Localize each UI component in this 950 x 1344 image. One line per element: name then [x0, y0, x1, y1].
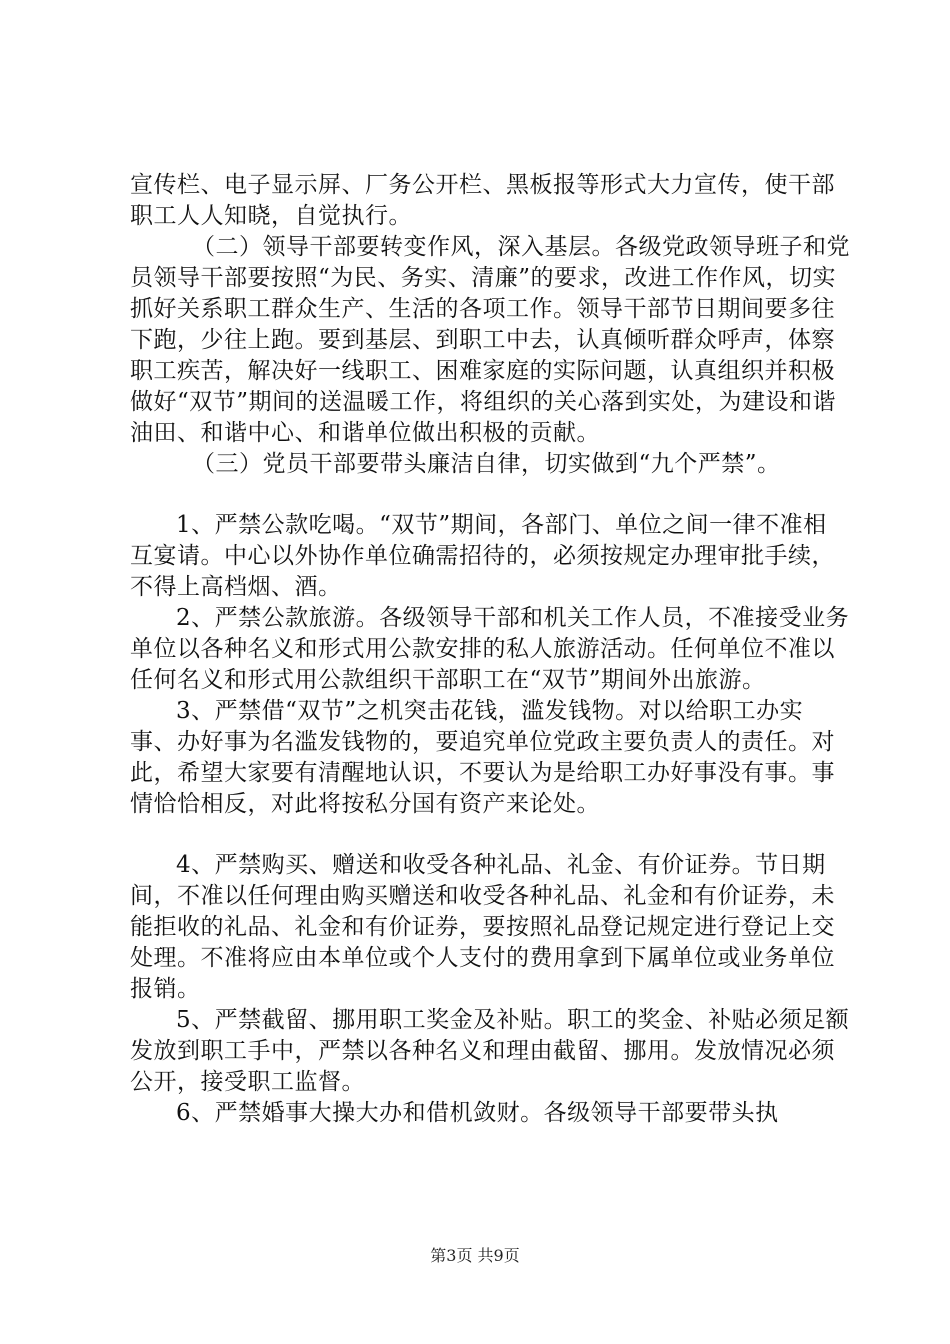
document-body	[130, 170, 850, 1129]
paragraph-rule-5: 5、严禁截留、挪用职工奖金及补贴。职工的奖金、补贴必须足额发放到职工手中，严禁以各种名义和理由截留、挪用。发放情况必须公开，接受职工监督。	[130, 1007, 850, 1095]
paragraph-rule-3: 3、严禁借“双节”之机突击花钱，滥发钱物。对以给职工办实事、办好事为名滥发钱物的，要追究单位党政主要负责人的责任。对此，希望大家要有清醒地认识，不要认为是给职工办好事没有事。事情恰恰相反，对此将按私分国有资产来论处。	[130, 698, 835, 817]
paragraph-section-3: （三）党员干部要带头廉洁自律，切实做到“九个严禁”。	[192, 451, 781, 477]
paragraph-rule-1: 1、严禁公款吃喝。“双节”期间，各部门、单位之间一律不准相互宴请。中心以外协作单位确需招待的，必须按规定办理审批手续，不得上高档烟、酒。	[130, 512, 835, 600]
paragraph-rule-4: 4、严禁购买、赠送和收受各种礼品、礼金、有价证券。节日期间，不准以任何理由购买赠送和收受各种礼品、礼金和有价证券，未能拒收的礼品、礼金和有价证券，要按照礼品登记规定进行登记上交处理。不准将应由本单位或个人支付的费用拿到下属单位或业务单位报销。	[130, 852, 835, 1002]
paragraph-section-2: （二）领导干部要转变作风，深入基层。各级党政领导班子和党员领导干部要按照“为民、务实、清廉”的要求，改进工作作风，切实抓好关系职工群众生产、生活的各项工作。领导干部节日期间要多往下跑，少往上跑。要到基层、到职工中去，认真倾听群众呼声，体察职工疾苦，解决好一线职工、困难家庭的实际问题，认真组织并积极做好“双节”期间的送温暖工作，将组织的关心落到实处，为建设和谐油田、和谐中心、和谐单位做出积极的贡献。	[130, 234, 850, 446]
page-number-footer: 第3页 共9页	[430, 1246, 520, 1265]
paragraph-publicity: 宣传栏、电子显示屏、厂务公开栏、黑板报等形式大力宣传，使干部职工人人知晓，自觉执行。	[130, 172, 835, 229]
paragraph-rule-6: 6、严禁婚事大操大办和借机敛财。各级领导干部要带头执	[176, 1100, 779, 1126]
paragraph-rule-2: 2、严禁公款旅游。各级领导干部和机关工作人员，不准接受业务单位以各种名义和形式用公款安排的私人旅游活动。任何单位不准以任何名义和形式用公款组织干部职工在“双节”期间外出旅游。	[130, 605, 850, 693]
